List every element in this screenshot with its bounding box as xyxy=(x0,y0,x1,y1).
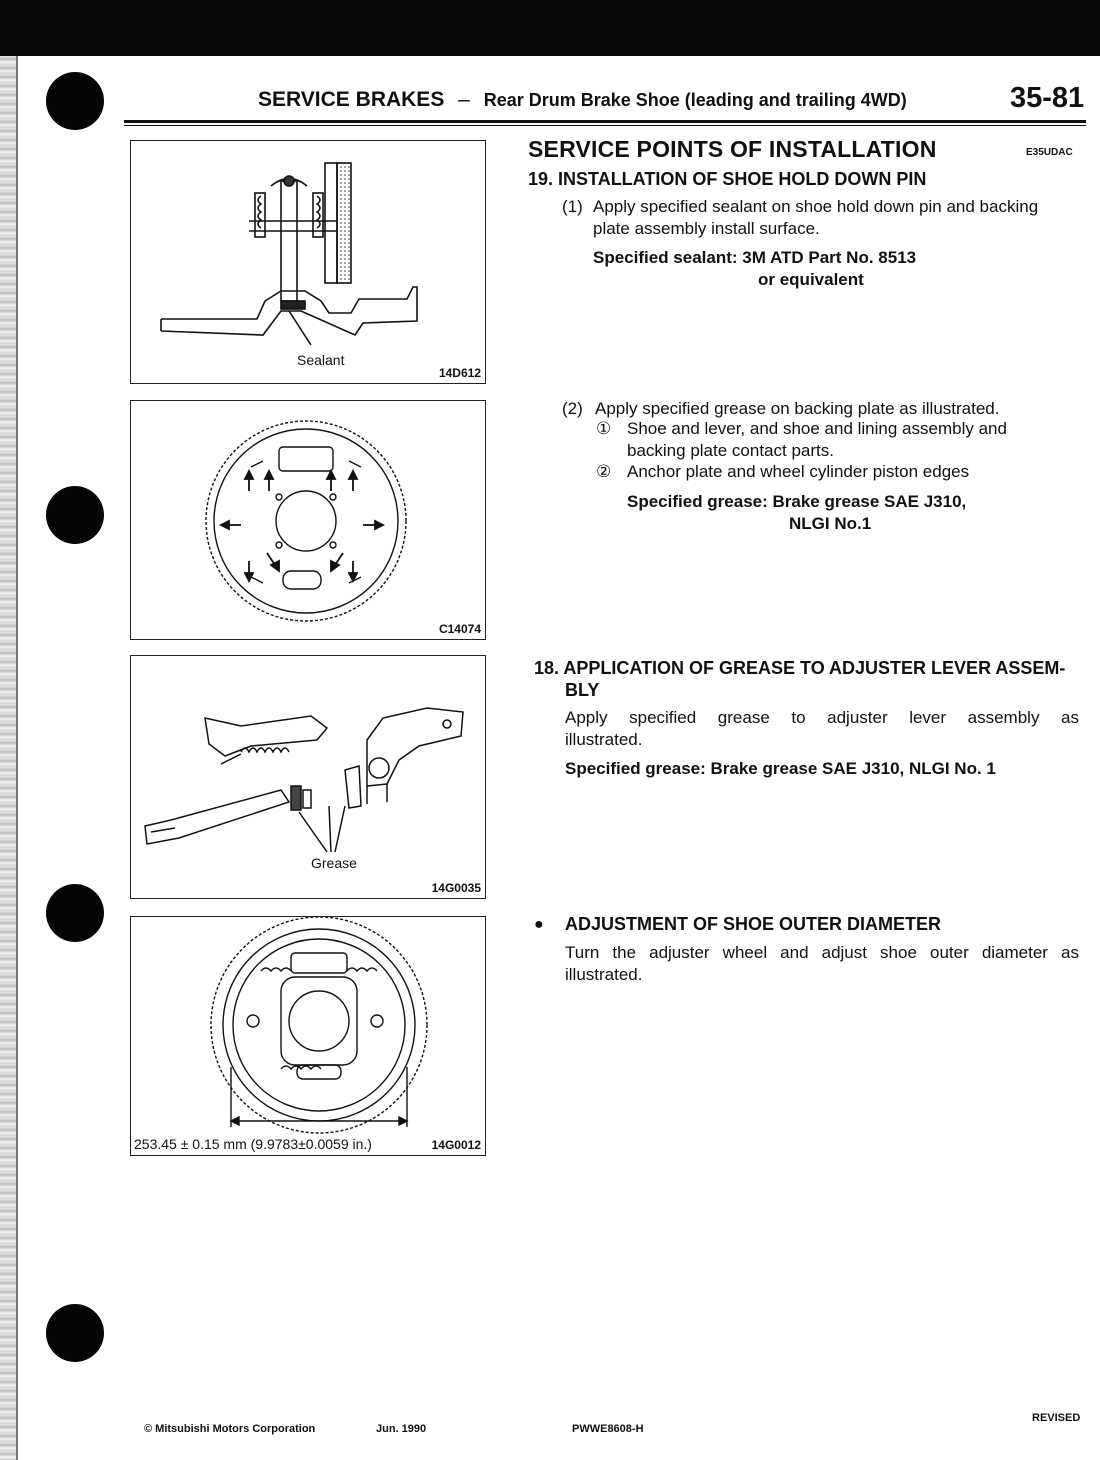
figure-id: 14D612 xyxy=(438,366,481,380)
step18-text-line1: Apply specified grease to adjuster lever assembly as xyxy=(565,708,1079,727)
adjustment-bullet: ● xyxy=(534,916,544,933)
header-dash: – xyxy=(458,88,470,111)
grease-label: Grease xyxy=(311,855,357,871)
sub2-num: ② xyxy=(596,462,612,481)
page-header xyxy=(258,88,907,112)
sub1-num: ① xyxy=(596,419,612,438)
figure-shoe-outer-diameter xyxy=(130,916,486,1156)
sub1-line1: Shoe and lever, and shoe and lining assembly and xyxy=(627,419,1007,438)
footer-status: REVISED xyxy=(1032,1412,1081,1424)
binder-hole xyxy=(46,884,104,942)
backing-plate-drawing xyxy=(131,401,485,639)
step19-item1-line1: Apply specified sealant on shoe hold down pin and backing xyxy=(593,197,1039,216)
figure-id: C14074 xyxy=(438,622,481,636)
binder-hole xyxy=(46,486,104,544)
binder-hole xyxy=(46,72,104,130)
grease-spec-line2: NLGI No.1 xyxy=(789,514,872,533)
figure-id: 14G0012 xyxy=(431,1138,481,1152)
step18-spec: Specified grease: Brake grease SAE J310, NLGI No. 1 xyxy=(565,759,996,778)
footer-doc-code: PWWE8608-H xyxy=(572,1423,644,1435)
step19-heading: 19. INSTALLATION OF SHOE HOLD DOWN PIN xyxy=(528,169,927,189)
header-subtitle: Rear Drum Brake Shoe (leading and trailing 4WD) xyxy=(483,90,907,110)
grease-spec-line1: Specified grease: Brake grease SAE J310, xyxy=(627,492,967,511)
adjustment-text-line2: illustrated. xyxy=(565,965,643,984)
adjuster-lever-drawing xyxy=(131,656,485,898)
header-section: SERVICE BRAKES xyxy=(258,88,445,111)
shoe-assembly-drawing xyxy=(131,917,485,1155)
footer-date: Jun. 1990 xyxy=(376,1423,427,1435)
step18-heading-line1: 18. APPLICATION OF GREASE TO ADJUSTER LEVER ASSEM- xyxy=(534,658,1066,678)
figure-adjuster-lever xyxy=(130,655,486,899)
step19-item2-num: (2) xyxy=(562,399,583,418)
sealant-spec-line1: Specified sealant: 3M ATD Part No. 8513 xyxy=(593,248,917,267)
sub1-line2: backing plate contact parts. xyxy=(627,441,834,460)
step19-item1-num: (1) xyxy=(562,197,583,216)
footer-copyright: © Mitsubishi Motors Corporation xyxy=(144,1423,316,1435)
sub2-text: Anchor plate and wheel cylinder piston edges xyxy=(627,462,970,481)
header-rule xyxy=(124,125,1086,126)
figure-hold-down-pin xyxy=(130,140,486,384)
binder-hole xyxy=(46,1304,104,1362)
step19-item1-line2: plate assembly install surface. xyxy=(593,219,820,238)
step19-item2-text: Apply specified grease on backing plate as illustrated. xyxy=(595,399,1000,418)
section-title: SERVICE POINTS OF INSTALLATION xyxy=(528,136,937,162)
step18-heading-line2: BLY xyxy=(565,680,600,700)
diameter-dimension: 253.45 ± 0.15 mm (9.9783±0.0059 in.) xyxy=(134,1136,372,1152)
hold-down-pin-drawing xyxy=(131,141,485,383)
sealant-label: Sealant xyxy=(297,352,345,368)
step18-text-line2: illustrated. xyxy=(565,730,643,749)
binding-line xyxy=(16,56,18,1460)
figure-id: 14G0035 xyxy=(431,881,481,895)
adjustment-heading: ADJUSTMENT OF SHOE OUTER DIAMETER xyxy=(565,914,942,934)
figure-backing-plate xyxy=(130,400,486,640)
sealant-spec-line2: or equivalent xyxy=(758,270,864,289)
scan-top-border xyxy=(0,0,1100,56)
page-number: 35-81 xyxy=(1010,82,1085,114)
binding-edge xyxy=(0,56,16,1460)
section-code: E35UDAC xyxy=(1026,147,1073,158)
adjustment-text-line1: Turn the adjuster wheel and adjust shoe outer diameter as xyxy=(565,943,1079,962)
header-rule xyxy=(124,120,1086,123)
